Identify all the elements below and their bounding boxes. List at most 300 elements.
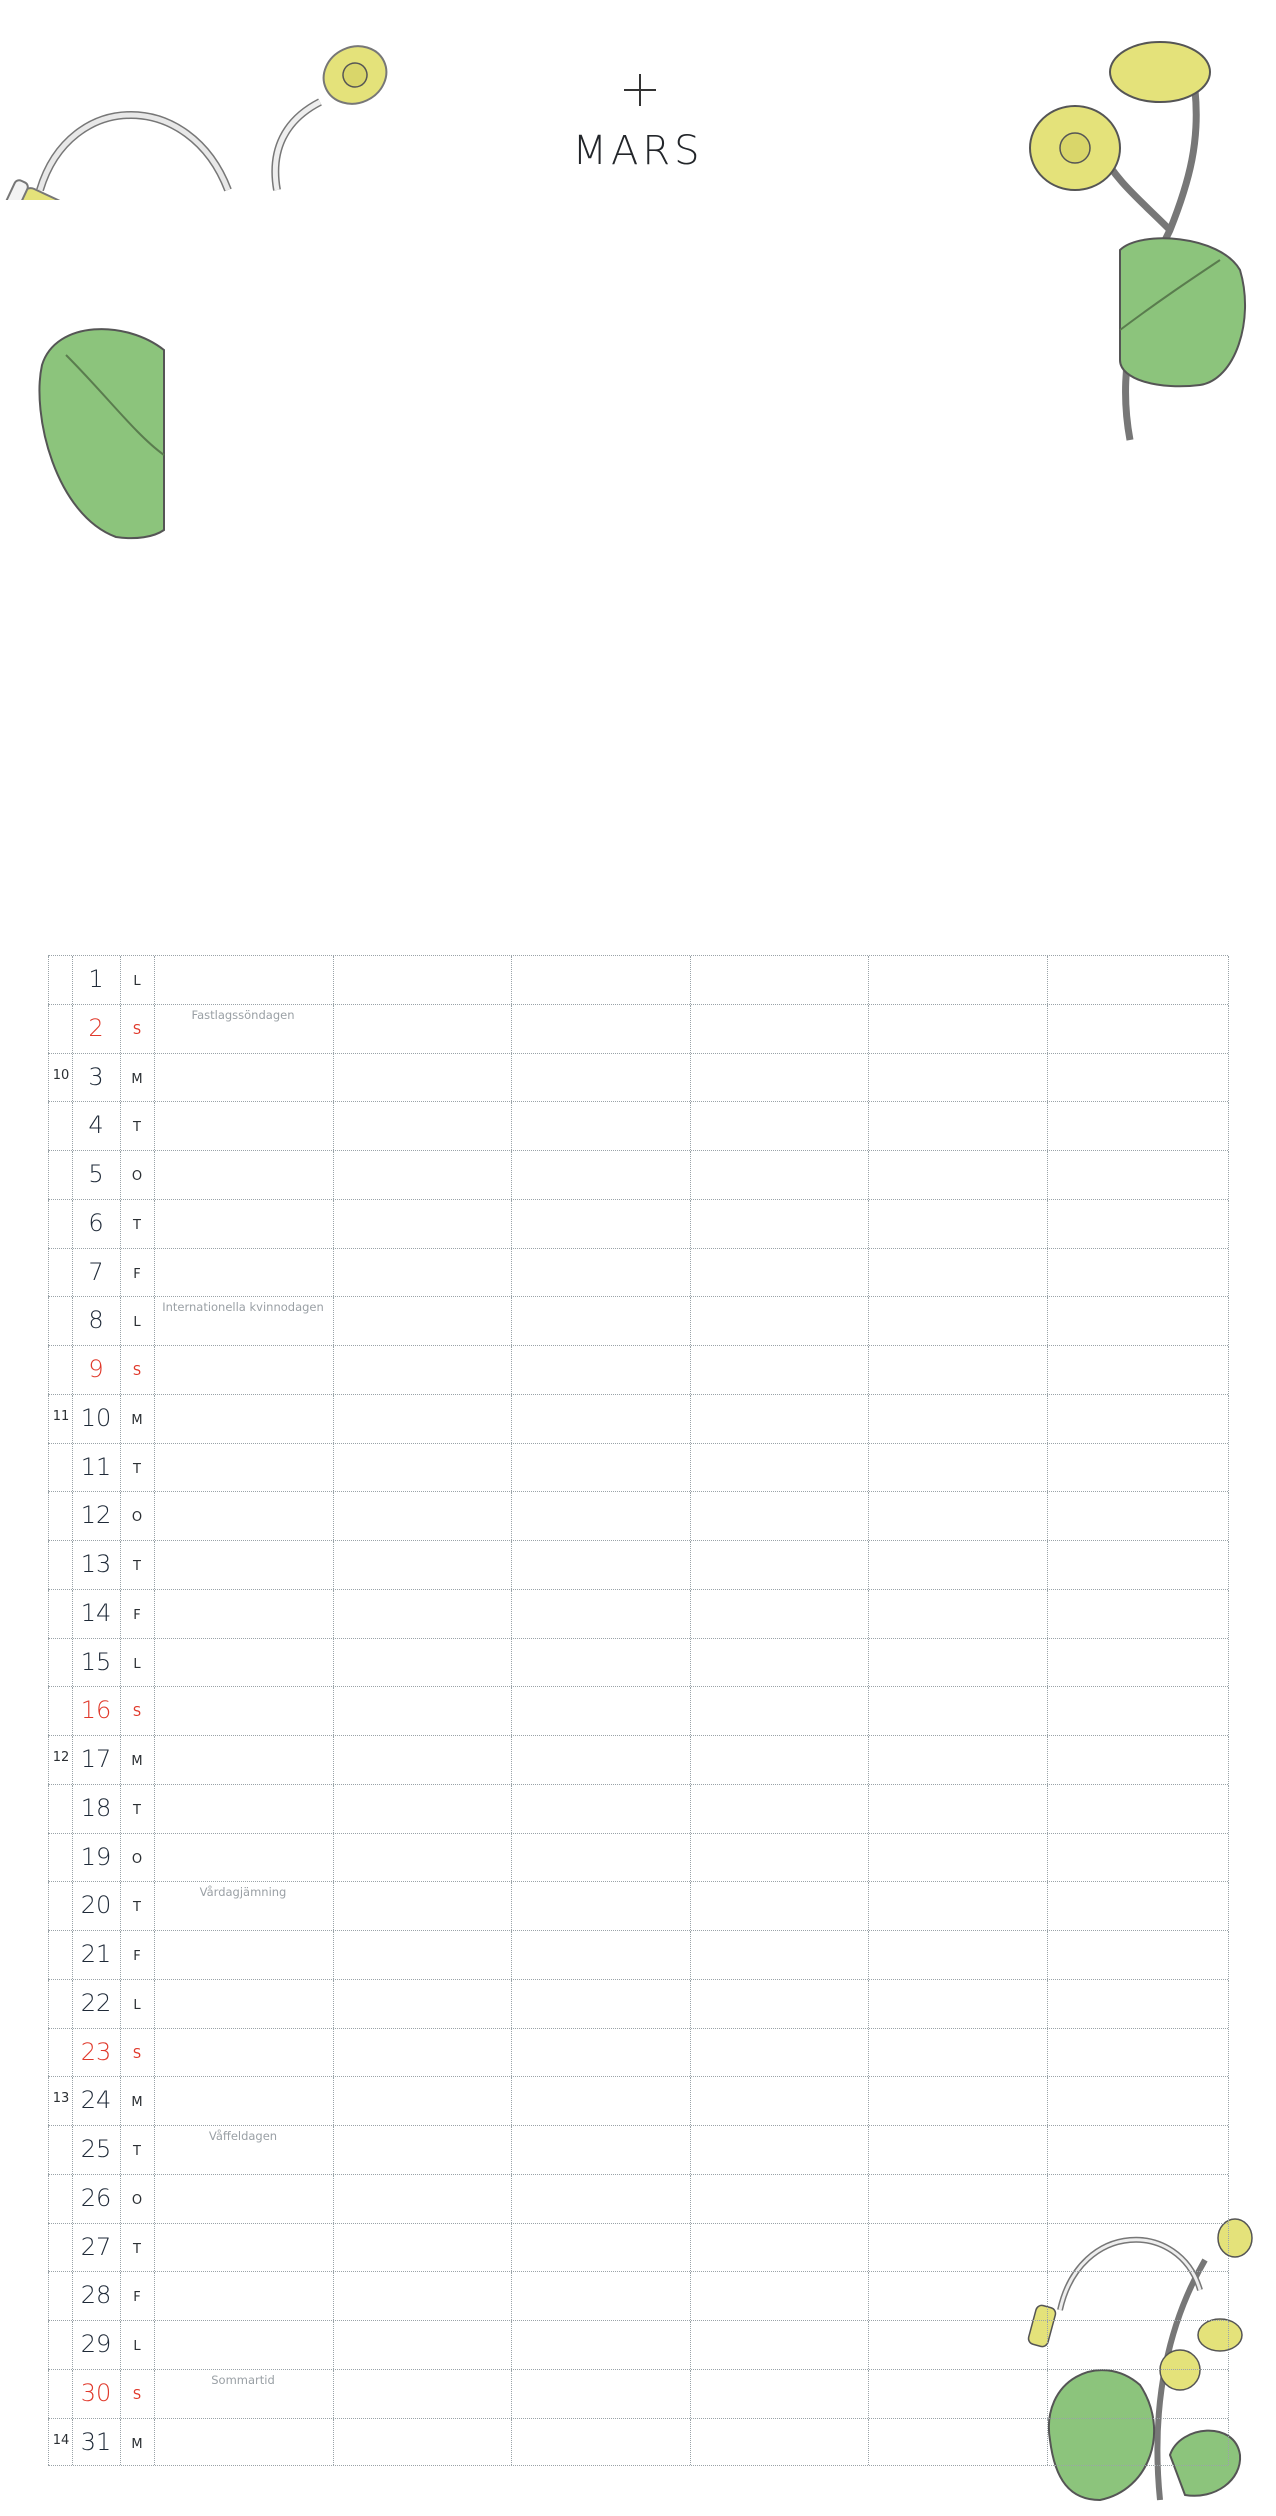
week-cell: [48, 2029, 72, 2077]
day-row[interactable]: [48, 2418, 1228, 2467]
grid-edge: [1228, 2029, 1229, 2077]
entry-cell[interactable]: [511, 1297, 690, 1345]
week-cell: [48, 1151, 72, 1199]
weekday-letter: O: [131, 1169, 143, 1184]
entry-cell[interactable]: [511, 2224, 690, 2272]
entry-cell[interactable]: [690, 1395, 869, 1443]
entry-cell[interactable]: [690, 1297, 869, 1345]
entry-cell[interactable]: [1047, 1590, 1226, 1638]
weekday-letter: T: [133, 2144, 141, 2159]
entry-cell[interactable]: [511, 1834, 690, 1882]
entry-cell[interactable]: [511, 2029, 690, 2077]
entry-cell[interactable]: [333, 1444, 512, 1492]
week-number: 10: [52, 1067, 70, 1083]
entry-cell[interactable]: [333, 1151, 512, 1199]
entry-cell[interactable]: [333, 1931, 512, 1979]
week-cell: [48, 1834, 72, 1882]
grid-edge: [1228, 2126, 1229, 2174]
grid-edge: [1228, 1736, 1229, 1784]
entry-cell[interactable]: [690, 1785, 869, 1833]
entry-cell[interactable]: [868, 1200, 1047, 1248]
entry-cell[interactable]: [868, 1102, 1047, 1150]
entry-cell[interactable]: [511, 1200, 690, 1248]
entry-cell[interactable]: [333, 1541, 512, 1589]
weekday-letter: O: [131, 1510, 143, 1526]
entry-cell[interactable]: [511, 1102, 690, 1150]
entry-cell[interactable]: [333, 1249, 512, 1297]
entry-cell[interactable]: [1047, 2175, 1226, 2223]
day-row[interactable]: [48, 1053, 1228, 1102]
entry-cell[interactable]: [154, 2224, 333, 2272]
entry-cell[interactable]: [868, 2029, 1047, 2077]
grid-edge: [1228, 1249, 1229, 1297]
entry-cell[interactable]: [1047, 956, 1226, 1004]
day-number: 21: [80, 1940, 112, 1968]
entry-cell[interactable]: [868, 1736, 1047, 1784]
weekday-letter: L: [133, 1315, 141, 1331]
grid-edge: [1228, 1882, 1229, 1930]
week-cell: [48, 1297, 72, 1345]
entry-cell[interactable]: [333, 1005, 512, 1053]
entry-cell[interactable]: [868, 1834, 1047, 1882]
entry-cell[interactable]: [1047, 1541, 1226, 1589]
entry-cell[interactable]: [868, 1687, 1047, 1735]
entry-cell[interactable]: [511, 1054, 690, 1102]
week-cell: [48, 1980, 72, 2028]
entry-cell[interactable]: [690, 956, 869, 1004]
entry-cell[interactable]: [868, 2126, 1047, 2174]
entry-cell[interactable]: [690, 1249, 869, 1297]
entry-cell[interactable]: [868, 1297, 1047, 1345]
entry-cell[interactable]: [511, 1736, 690, 1784]
grid-edge: [1228, 2321, 1229, 2369]
entry-cell[interactable]: [511, 1346, 690, 1394]
entry-cell[interactable]: [1047, 2419, 1226, 2466]
day-row[interactable]: [48, 1735, 1228, 1784]
day-row[interactable]: [48, 1150, 1228, 1199]
entry-cell[interactable]: [154, 2321, 333, 2369]
entry-cell[interactable]: [154, 1541, 333, 1589]
entry-cell[interactable]: [511, 1785, 690, 1833]
entry-cell[interactable]: [690, 1444, 869, 1492]
entry-cell[interactable]: [154, 1834, 333, 1882]
week-cell: [48, 2272, 72, 2320]
week-cell: [48, 1639, 72, 1687]
entry-cell[interactable]: [868, 1590, 1047, 1638]
week-cell: [48, 1444, 72, 1492]
entry-cell[interactable]: [511, 2175, 690, 2223]
entry-cell[interactable]: [690, 1200, 869, 1248]
entry-cell[interactable]: [868, 1931, 1047, 1979]
entry-cell[interactable]: [868, 2077, 1047, 2125]
weekday-letter: T: [133, 2241, 141, 2257]
entry-cell[interactable]: [868, 2272, 1047, 2320]
entry-cell[interactable]: [333, 2321, 512, 2369]
day-number: 20: [80, 1891, 112, 1920]
grid-edge: [1228, 1785, 1229, 1833]
entry-cell[interactable]: [1047, 1102, 1226, 1150]
entry-cell[interactable]: [690, 1931, 869, 1979]
entry-cell[interactable]: [511, 2370, 690, 2418]
entry-cell[interactable]: [511, 1492, 690, 1540]
entry-cell[interactable]: [154, 2272, 333, 2320]
entry-cell[interactable]: [868, 1346, 1047, 1394]
entry-cell[interactable]: [333, 1834, 512, 1882]
week-cell: [48, 1541, 72, 1589]
weekday-letter: S: [132, 1705, 142, 1721]
day-number: 16: [80, 1696, 112, 1725]
entry-cell[interactable]: [333, 1785, 512, 1833]
entry-cell[interactable]: [511, 2077, 690, 2125]
week-cell: [48, 1492, 72, 1540]
entry-cell[interactable]: [511, 1005, 690, 1053]
day-number: 13: [80, 1550, 112, 1578]
day-row[interactable]: [48, 1248, 1228, 1297]
entry-cell[interactable]: [1047, 1054, 1226, 1102]
entry-cell[interactable]: [690, 1639, 869, 1687]
day-row[interactable]: [48, 2076, 1228, 2125]
entry-cell[interactable]: [868, 1541, 1047, 1589]
entry-cell[interactable]: [1047, 1834, 1226, 1882]
weekday-letter: F: [133, 1607, 141, 1623]
day-number: 28: [80, 2281, 112, 2310]
week-cell: [48, 2224, 72, 2272]
entry-cell[interactable]: [511, 1639, 690, 1687]
entry-cell[interactable]: [690, 1541, 869, 1589]
entry-cell[interactable]: [511, 1980, 690, 2028]
entry-cell[interactable]: [690, 2224, 869, 2272]
weekday-letter: T: [133, 1802, 141, 1818]
entry-cell[interactable]: [868, 2175, 1047, 2223]
day-row[interactable]: [48, 1589, 1228, 1638]
day-row[interactable]: [48, 1101, 1228, 1150]
entry-cell[interactable]: [1047, 1980, 1226, 2028]
grid-edge: [1228, 956, 1229, 1004]
entry-cell[interactable]: [868, 1395, 1047, 1443]
day-row[interactable]: [48, 1296, 1228, 1345]
day-row[interactable]: [48, 2223, 1228, 2272]
entry-cell[interactable]: [154, 1200, 333, 1248]
day-row[interactable]: [48, 1979, 1228, 2028]
entry-cell[interactable]: [154, 1931, 333, 1979]
entry-cell[interactable]: [333, 2029, 512, 2077]
entry-cell[interactable]: [690, 1151, 869, 1199]
entry-cell[interactable]: [154, 1492, 333, 1540]
weekday-letter: M: [131, 1071, 143, 1087]
entry-cell[interactable]: [868, 1980, 1047, 2028]
entry-cell[interactable]: [1047, 2272, 1226, 2320]
weekday-letter: L: [133, 1997, 141, 2013]
weekday-letter: L: [133, 1656, 141, 1672]
entry-cell[interactable]: [154, 1395, 333, 1443]
day-number: 31: [80, 2427, 112, 2456]
day-number: 30: [80, 2378, 112, 2407]
day-number: 2: [88, 1013, 104, 1042]
week-cell: [48, 1687, 72, 1735]
entry-cell[interactable]: [333, 1054, 512, 1102]
entry-cell[interactable]: [690, 1980, 869, 2028]
entry-cell[interactable]: [690, 2126, 869, 2174]
week-cell: [48, 2321, 72, 2369]
entry-cell[interactable]: [690, 2175, 869, 2223]
entry-cell[interactable]: [154, 2077, 333, 2125]
entry-cell[interactable]: [333, 2419, 512, 2466]
entry-cell[interactable]: [1047, 1249, 1226, 1297]
entry-cell[interactable]: [1047, 1395, 1226, 1443]
entry-cell[interactable]: [333, 1395, 512, 1443]
entry-cell[interactable]: [333, 956, 512, 1004]
weekday-letter: T: [133, 1120, 141, 1136]
entry-cell[interactable]: [690, 1882, 869, 1930]
entry-cell[interactable]: [333, 1736, 512, 1784]
entry-cell[interactable]: [333, 2175, 512, 2223]
entry-cell[interactable]: [868, 1492, 1047, 1540]
entry-cell[interactable]: [511, 1882, 690, 1930]
entry-cell[interactable]: [1047, 1200, 1226, 1248]
day-number: 24: [80, 2086, 112, 2115]
entry-cell[interactable]: [690, 1102, 869, 1150]
grid-edge: [1228, 1151, 1229, 1199]
day-number: 23: [80, 2037, 112, 2066]
day-number: 17: [80, 1745, 112, 1773]
week-cell: [48, 1249, 72, 1297]
entry-cell[interactable]: [333, 1980, 512, 2028]
entry-cell[interactable]: [154, 2175, 333, 2223]
entry-cell[interactable]: [690, 1005, 869, 1053]
week-cell: [48, 1931, 72, 1979]
entry-cell[interactable]: [868, 1785, 1047, 1833]
entry-cell[interactable]: [511, 1249, 690, 1297]
entry-cell[interactable]: [868, 956, 1047, 1004]
entry-cell[interactable]: [333, 1590, 512, 1638]
entry-cell[interactable]: [690, 2029, 869, 2077]
week-cell: [48, 2175, 72, 2223]
week-cell: [48, 1590, 72, 1638]
entry-cell[interactable]: [154, 2419, 333, 2466]
entry-cell[interactable]: [154, 1590, 333, 1638]
day-number: 18: [80, 1793, 112, 1822]
day-row[interactable]: [48, 1686, 1228, 1735]
entry-cell[interactable]: [154, 1785, 333, 1833]
entry-cell[interactable]: [1047, 1785, 1226, 1833]
week-cell: [48, 1346, 72, 1394]
entry-cell[interactable]: [1047, 1931, 1226, 1979]
entry-cell[interactable]: [1047, 1444, 1226, 1492]
day-row[interactable]: [48, 2125, 1228, 2174]
day-row[interactable]: [48, 955, 1228, 1004]
entry-cell[interactable]: [1047, 2077, 1226, 2125]
entry-cell[interactable]: [154, 1444, 333, 1492]
entry-cell[interactable]: [511, 1444, 690, 1492]
day-row[interactable]: [48, 1540, 1228, 1589]
day-row[interactable]: [48, 2174, 1228, 2223]
entry-cell[interactable]: [868, 1249, 1047, 1297]
entry-cell[interactable]: [154, 1249, 333, 1297]
grid-edge: [1228, 1931, 1229, 1979]
day-row[interactable]: [48, 2320, 1228, 2369]
grid-edge: [1228, 1541, 1229, 1589]
day-number: 8: [88, 1306, 104, 1335]
weekday-letter: F: [133, 1266, 141, 1282]
entry-cell[interactable]: [1047, 1005, 1226, 1053]
entry-cell[interactable]: [1047, 1151, 1226, 1199]
day-row[interactable]: [48, 1394, 1228, 1443]
entry-cell[interactable]: [154, 1980, 333, 2028]
day-row[interactable]: [48, 1930, 1228, 1979]
coltsfoot-flower-icon: [0, 80, 240, 200]
entry-cell[interactable]: [511, 2126, 690, 2174]
entry-cell[interactable]: [333, 1492, 512, 1540]
entry-cell[interactable]: [154, 1151, 333, 1199]
entry-cell[interactable]: [690, 2370, 869, 2418]
entry-cell[interactable]: [1047, 1492, 1226, 1540]
entry-cell[interactable]: [154, 2029, 333, 2077]
entry-cell[interactable]: [1047, 2321, 1226, 2369]
entry-cell[interactable]: [1047, 2224, 1226, 2272]
entry-cell[interactable]: [333, 2224, 512, 2272]
grid-edge: [1228, 1054, 1229, 1102]
entry-cell[interactable]: [511, 1687, 690, 1735]
day-row[interactable]: [48, 1491, 1228, 1540]
weekday-letter: L: [133, 2339, 141, 2354]
entry-cell[interactable]: [1047, 2126, 1226, 2174]
entry-cell[interactable]: [154, 1054, 333, 1102]
entry-cell[interactable]: [868, 1151, 1047, 1199]
entry-cell[interactable]: [333, 1200, 512, 1248]
entry-cell[interactable]: [154, 1102, 333, 1150]
day-number: 6: [88, 1208, 104, 1237]
weekday-letter: M: [131, 1754, 143, 1769]
plus-icon: [620, 70, 660, 110]
weekday-letter: F: [133, 2290, 141, 2306]
entry-cell[interactable]: [511, 1931, 690, 1979]
entry-cell[interactable]: [868, 1005, 1047, 1053]
holiday-note: Vårdagjämning: [199, 1885, 287, 1900]
entry-cell[interactable]: [333, 1102, 512, 1150]
week-number: 14: [52, 2432, 70, 2448]
entry-cell[interactable]: [690, 2077, 869, 2125]
entry-cell[interactable]: [1047, 1639, 1226, 1687]
entry-cell[interactable]: [333, 1882, 512, 1930]
day-row[interactable]: [48, 1638, 1228, 1687]
day-number: 11: [80, 1452, 112, 1481]
day-row[interactable]: [48, 2369, 1228, 2418]
entry-cell[interactable]: [690, 1834, 869, 1882]
entry-cell[interactable]: [690, 2419, 869, 2466]
entry-cell[interactable]: [690, 1687, 869, 1735]
entry-cell[interactable]: [1047, 1736, 1226, 1784]
entry-cell[interactable]: [690, 1590, 869, 1638]
entry-cell[interactable]: [511, 1590, 690, 1638]
holiday-note: Våffeldagen: [208, 2129, 278, 2143]
day-number: 26: [80, 2183, 112, 2212]
entry-cell[interactable]: [868, 2224, 1047, 2272]
entry-cell[interactable]: [511, 1151, 690, 1199]
entry-cell[interactable]: [1047, 1882, 1226, 1930]
entry-cell[interactable]: [868, 2370, 1047, 2418]
entry-cell[interactable]: [690, 1054, 869, 1102]
day-row[interactable]: [48, 1784, 1228, 1833]
entry-cell[interactable]: [690, 2272, 869, 2320]
entry-cell[interactable]: [511, 1395, 690, 1443]
week-cell: [48, 1005, 72, 1053]
weekday-letter: T: [133, 1461, 141, 1477]
entry-cell[interactable]: [154, 1736, 333, 1784]
entry-cell[interactable]: [1047, 1346, 1226, 1394]
day-row[interactable]: [48, 1199, 1228, 1248]
entry-cell[interactable]: [690, 1736, 869, 1784]
entry-cell[interactable]: [868, 1639, 1047, 1687]
entry-cell[interactable]: [333, 1297, 512, 1345]
day-row[interactable]: [48, 1345, 1228, 1394]
entry-cell[interactable]: [1047, 1297, 1226, 1345]
entry-cell[interactable]: [511, 956, 690, 1004]
entry-cell[interactable]: [333, 2272, 512, 2320]
entry-cell[interactable]: [690, 1492, 869, 1540]
grid-edge: [1228, 1297, 1229, 1345]
entry-cell[interactable]: [1047, 2029, 1226, 2077]
day-row[interactable]: [48, 1881, 1228, 1930]
entry-cell[interactable]: [333, 2126, 512, 2174]
weekday-letter: M: [131, 2436, 143, 2452]
entry-cell[interactable]: [333, 1346, 512, 1394]
grid-edge: [1228, 1200, 1229, 1248]
entry-cell[interactable]: [511, 2272, 690, 2320]
entry-cell[interactable]: [868, 1054, 1047, 1102]
entry-cell[interactable]: [511, 2321, 690, 2369]
entry-cell[interactable]: [154, 1346, 333, 1394]
entry-cell[interactable]: [1047, 1687, 1226, 1735]
coltsfoot-flower-icon: [265, 30, 405, 195]
weekday-letter: O: [131, 2192, 143, 2208]
entry-cell[interactable]: [511, 2419, 690, 2466]
day-number: 4: [88, 1111, 104, 1140]
weekday-letter: M: [131, 2095, 143, 2111]
entry-cell[interactable]: [333, 2370, 512, 2418]
entry-cell[interactable]: [333, 2077, 512, 2125]
entry-cell[interactable]: [511, 1541, 690, 1589]
entry-cell[interactable]: [154, 1687, 333, 1735]
weekday-letter: L: [133, 974, 141, 989]
entry-cell[interactable]: [1047, 2370, 1226, 2418]
day-number: 25: [80, 2135, 112, 2163]
day-row[interactable]: [48, 1443, 1228, 1492]
day-row[interactable]: [48, 2271, 1228, 2320]
week-number: 12: [52, 1750, 70, 1765]
week-cell: [48, 1200, 72, 1248]
entry-cell[interactable]: [333, 1639, 512, 1687]
grid-edge: [1228, 1590, 1229, 1638]
entry-cell[interactable]: [690, 2321, 869, 2369]
day-row[interactable]: [48, 2028, 1228, 2077]
entry-cell[interactable]: [333, 1687, 512, 1735]
entry-cell[interactable]: [154, 956, 333, 1004]
grid-edge: [1228, 1492, 1229, 1540]
entry-cell[interactable]: [868, 1882, 1047, 1930]
grid-edge: [1228, 2224, 1229, 2272]
entry-cell[interactable]: [154, 1639, 333, 1687]
day-row[interactable]: [48, 1004, 1228, 1053]
day-row[interactable]: [48, 1833, 1228, 1882]
entry-cell[interactable]: [690, 1346, 869, 1394]
entry-cell[interactable]: [868, 2419, 1047, 2466]
grid-edge: [1228, 1444, 1229, 1492]
week-cell: [48, 1102, 72, 1150]
day-number: 19: [80, 1842, 112, 1871]
entry-cell[interactable]: [868, 2321, 1047, 2369]
entry-cell[interactable]: [868, 1444, 1047, 1492]
weekday-letter: M: [131, 1412, 143, 1428]
